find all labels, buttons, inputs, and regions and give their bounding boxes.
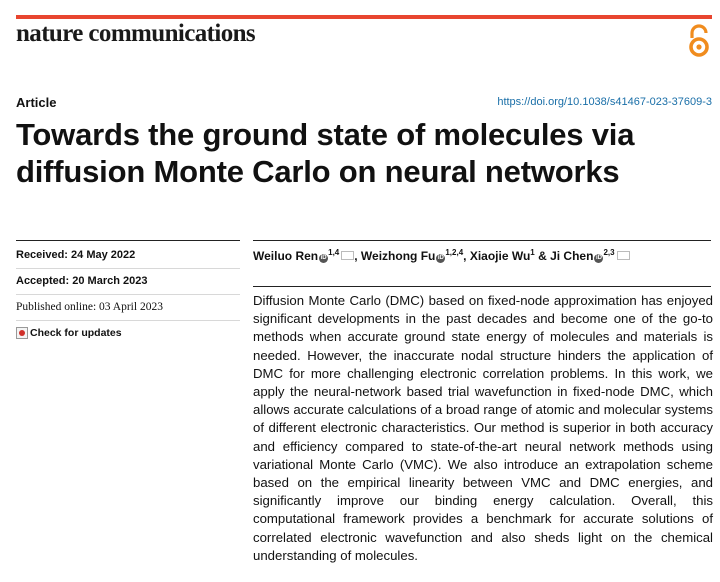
article-type: Article [16,95,57,110]
author-separator: , [354,249,361,263]
published-date: Published online: 03 April 2023 [16,301,163,313]
author-list [253,248,630,263]
doi-link[interactable]: https://doi.org/10.1038/s41467-023-37609-3 [497,96,712,108]
author-name[interactable]: Weiluo Ren [253,249,319,263]
article-title: Towards the ground state of molecules via diffusion Monte Carlo on neural networks [16,117,635,189]
divider [253,240,711,241]
author-affiliation: 2,3 [603,248,615,257]
accepted-date [16,275,147,287]
author-separator: & [534,249,551,263]
check-for-updates-label: Check for updates [30,327,122,339]
divider [16,294,240,295]
author-name[interactable]: Weizhong Fu [360,249,436,263]
author-name[interactable]: Xiaojie Wu [469,249,531,263]
received-label: Received: [16,249,68,261]
received-date [16,249,135,261]
email-icon[interactable] [341,251,354,260]
email-icon[interactable] [617,251,630,260]
orcid-icon[interactable]: iD [437,255,444,261]
orcid-icon[interactable]: iD [320,255,327,261]
received-value: 24 May 2022 [71,249,136,261]
author-name[interactable]: Ji Chen [550,249,594,263]
author-separator: , [463,249,470,263]
accepted-value: 20 March 2023 [72,275,148,287]
divider [16,240,240,241]
author-affiliation: 1 [530,248,535,257]
abstract-text: Diffusion Monte Carlo (DMC) based on fixed-node approximation has enjoyed significant developments in the past decades and become one of the go-to methods when accurate ground state energy of molecules and materials is needed. However, the inaccurate nodal structure hinders the application of DMC for more challenging electronic correlation problems. In this work, we apply the neural-network based trial wavefunction in fixed-node DMC, which allows accurate calculations of a broad range of atomic and molecular systems of different electronic characteristics. Our method is superior in both accuracy and efficiency compared to state-of-the-art neural network methods using variational Monte Carlo (VMC). We also introduce an extrapolation scheme based on the empirical linearity between VMC and DMC energies, and significantly improve our binding energy calculation. Overall, this computational framework provides a benchmark for accurate solutions of correlated electronic wavefunction and also sheds light on the chemical understanding of molecules. [253,293,713,563]
divider [16,268,240,269]
journal-name: nature communications [16,20,256,47]
divider [16,320,240,321]
author-affiliation: 1,2,4 [445,248,464,257]
accepted-label: Accepted: [16,275,70,287]
divider [253,286,711,287]
open-access-icon [686,24,712,58]
check-for-updates-button[interactable] [16,327,122,339]
author-affiliation: 1,4 [328,248,340,257]
top-accent-bar [16,15,712,19]
orcid-icon[interactable]: iD [595,255,602,261]
check-for-updates-icon [16,327,28,339]
